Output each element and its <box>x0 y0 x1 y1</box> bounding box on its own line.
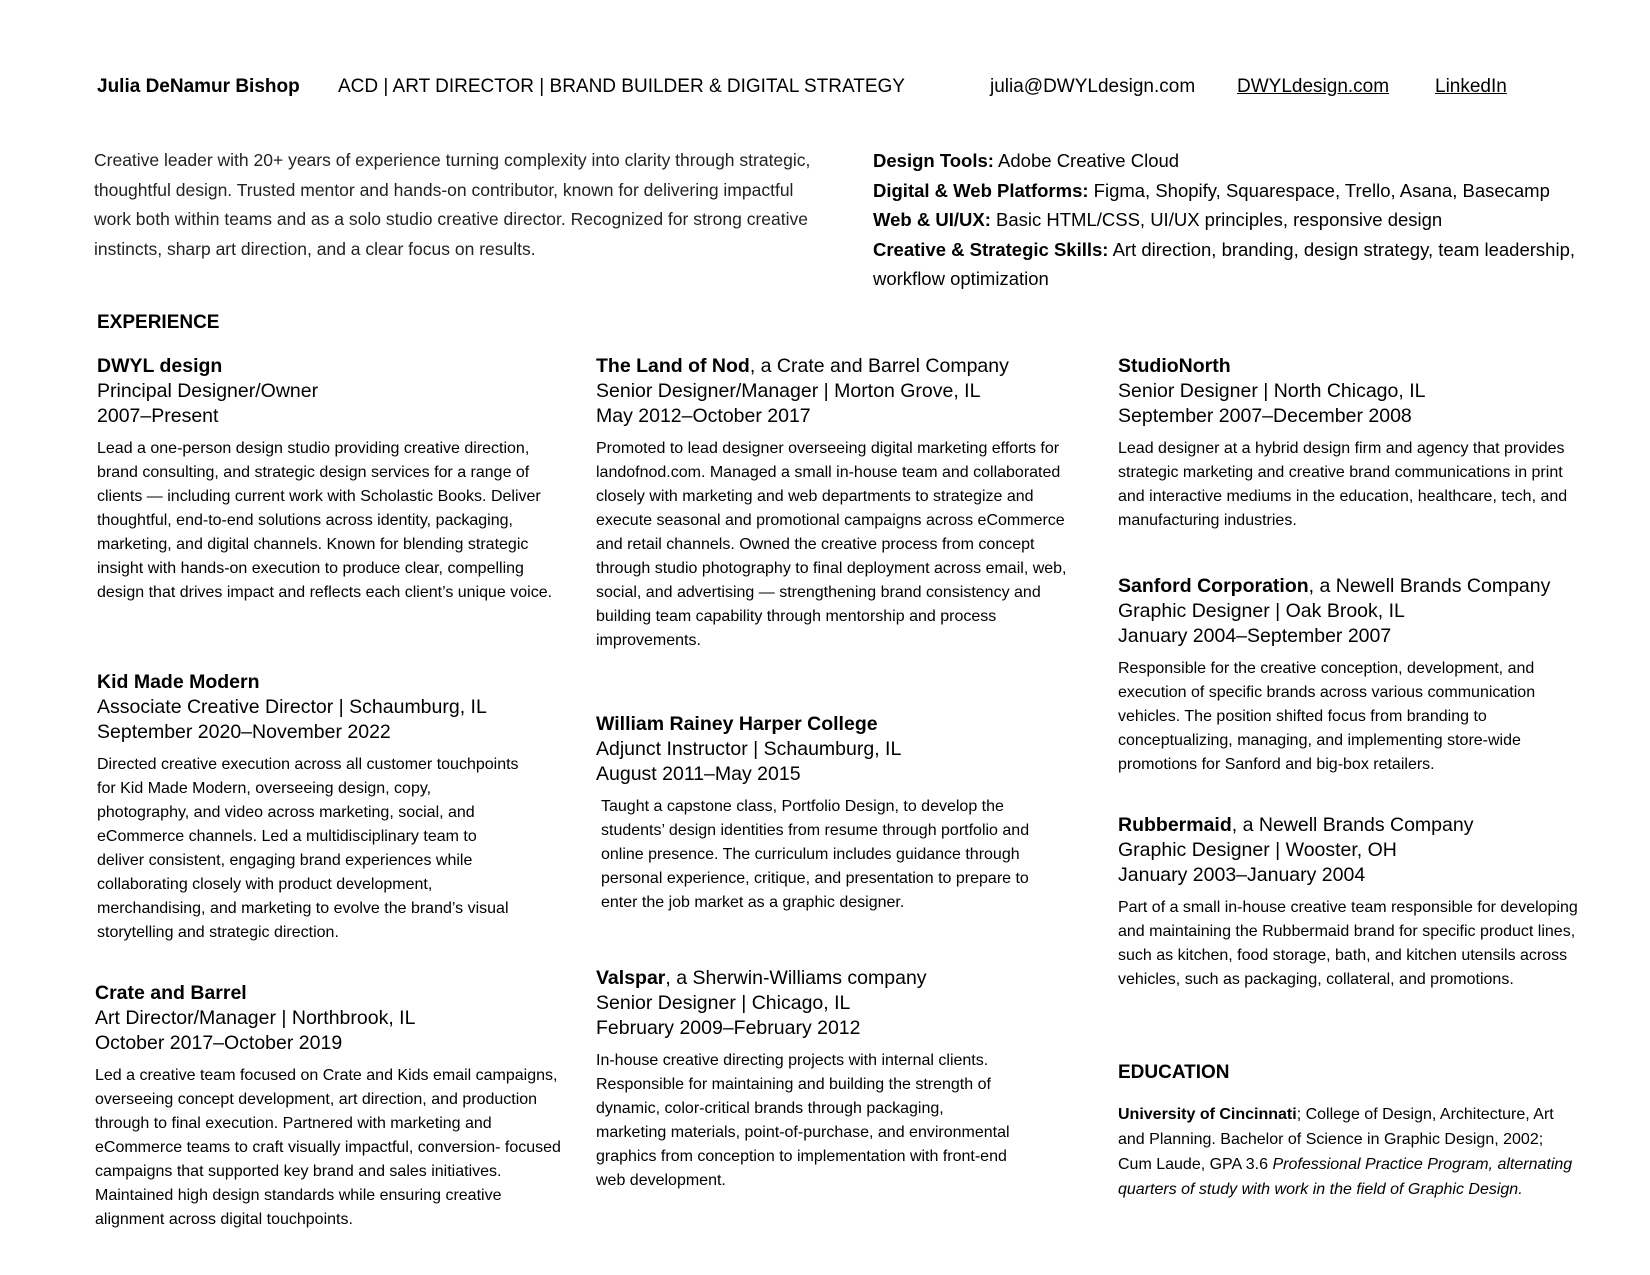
job-role: Adjunct Instructor | Schaumburg, IL <box>596 738 902 760</box>
summary: Creative leader with 20+ years of experience turning complexity into clarity through strategic, thoughtful design. Trusted mentor and hands-on contributor, known for delivering impactful work both within teams and as a solo studio creative director. Recognized for strong creative instincts, sharp art direction, and a clear focus on results. <box>94 150 811 259</box>
job-role: Senior Designer/Manager | Morton Grove, IL <box>596 380 981 402</box>
job-description: Lead designer at a hybrid design firm and agency that provides strategic marketing and creative brand communications in print and interactive mediums in the education, healthcare, tech, and manufacturing industries. <box>1118 440 1568 529</box>
job-dates: September 2007–December 2008 <box>1118 405 1412 427</box>
education-note: Professional Practice Program, alternating quarters of study with work in the field of Graphic Design. <box>1118 1156 1573 1198</box>
job-dates: February 2009–February 2012 <box>596 1017 861 1039</box>
headline: ACD | ART DIRECTOR | BRAND BUILDER & DIGITAL STRATEGY <box>338 76 905 97</box>
job-company: Rubbermaid <box>1118 814 1232 836</box>
job-description: Part of a small in-house creative team responsible for developing and maintaining the Rubbermaid brand for specific product lines, such as kitchen, food storage, bath, and kitchen utensils across vehicles, such as packaging, collateral, and promotions. <box>1118 899 1578 988</box>
job-company-line <box>596 712 1056 737</box>
job-dates: January 2004–September 2007 <box>1118 625 1392 647</box>
job-company: William Rainey Harper College <box>596 713 878 735</box>
skill-label: Creative & Strategic Skills: <box>873 238 1109 260</box>
job-entry <box>97 670 527 945</box>
job-dates: September 2020–November 2022 <box>97 721 391 743</box>
job-entry <box>596 966 1016 1193</box>
job-dates: October 2017–October 2019 <box>95 1032 343 1054</box>
job-role: Associate Creative Director | Schaumburg, IL <box>97 696 487 718</box>
job-dates: January 2003–January 2004 <box>1118 864 1366 886</box>
skill-label: Web & UI/UX: <box>873 209 991 230</box>
job-dates: May 2012–October 2017 <box>596 405 811 427</box>
job-company: StudioNorth <box>1118 355 1231 377</box>
job-description: Responsible for the creative conception, development, and execution of specific brands across various communication vehicles. The position shifted focus from branding to conceptualizing, managing, and implementing store-wide promotions for Sanford and big-box retailers. <box>1118 660 1536 773</box>
job-role: Principal Designer/Owner <box>97 380 319 402</box>
job-role: Graphic Designer | Wooster, OH <box>1118 839 1397 861</box>
job-entry <box>596 712 1056 915</box>
job-company-suffix: , a Crate and Barrel Company <box>749 355 1009 377</box>
job-company: The Land of Nod <box>596 355 750 377</box>
education-heading: EDUCATION <box>1118 1062 1230 1083</box>
skills-list <box>873 146 1613 294</box>
skill-label: Digital & Web Platforms: <box>873 179 1089 201</box>
job-entry <box>1118 813 1578 992</box>
job-dates: August 2011–May 2015 <box>596 763 801 785</box>
education-entry <box>1118 1102 1578 1202</box>
skill-item <box>873 235 1613 294</box>
job-company-line <box>596 354 1076 379</box>
job-entry <box>1118 354 1588 533</box>
job-description: In-house creative directing projects with internal clients. Responsible for maintaining and building the strength of dynamic, color-critical brands through packaging, marketing materials, point-of-purchase, and environmental graphics from conception to implementation with front-end web development. <box>596 1052 1010 1189</box>
skill-value: Art direction, branding, design strategy, team leadership, workflow optimization <box>873 238 1575 289</box>
job-role: Senior Designer | North Chicago, IL <box>1118 380 1426 402</box>
job-company: Crate and Barrel <box>95 982 247 1004</box>
job-company-line <box>596 966 1016 991</box>
linkedin-link[interactable]: LinkedIn <box>1435 76 1507 97</box>
job-description: Led a creative team focused on Crate and Kids email campaigns, overseeing concept development, art direction, and production through to final execution. Partnered with marketing and eCommerce teams to craft visually impactful, conversion- focused campaigns that supported key brand and sales initiatives. Maintained high design standards while ensuring creative alignment across digital touchpoints. <box>95 1067 561 1228</box>
job-company-line <box>1118 574 1588 599</box>
skill-item <box>873 146 1613 176</box>
job-company: Sanford Corporation <box>1118 575 1309 597</box>
job-entry <box>97 354 567 605</box>
job-company-suffix: , a Newell Brands Company <box>1231 814 1474 836</box>
experience-heading: EXPERIENCE <box>97 312 220 333</box>
job-company-line <box>1118 354 1588 379</box>
job-company: DWYL design <box>97 355 223 377</box>
job-company-suffix: , a Sherwin-Williams company <box>665 967 927 989</box>
job-entry <box>95 981 575 1232</box>
skill-label: Design Tools: <box>873 150 994 171</box>
skill-item <box>873 176 1613 206</box>
job-description: Taught a capstone class, Portfolio Design, to develop the students’ design identities from resume through portfolio and online presence. The curriculum includes guidance through personal experience, critique, and presentation to prepare to enter the job market as a graphic designer. <box>601 798 1030 911</box>
education-school: University of Cincinnati <box>1118 1106 1297 1123</box>
job-company: Valspar <box>596 967 666 989</box>
job-company-line <box>95 981 575 1006</box>
email-link[interactable]: julia@DWYLdesign.com <box>990 76 1196 97</box>
job-role: Graphic Designer | Oak Brook, IL <box>1118 600 1405 622</box>
job-entry <box>1118 574 1588 777</box>
job-role: Senior Designer | Chicago, IL <box>596 992 851 1014</box>
job-company-line <box>97 354 567 379</box>
job-company-line <box>1118 813 1578 838</box>
job-entry <box>596 354 1076 653</box>
job-company-suffix: , a Newell Brands Company <box>1308 575 1551 597</box>
job-company-line <box>97 670 527 695</box>
job-description: Directed creative execution across all customer touchpoints for Kid Made Modern, overseeing design, copy, photography, and video across marketing, social, and eCommerce channels. Led a multidisciplinary team to deliver consistent, engaging brand experiences while collaborating closely with product development, merchandising, and marketing to evolve the brand’s visual storytelling and strategic direction. <box>97 756 519 941</box>
skill-item <box>873 205 1613 235</box>
job-description: Promoted to lead designer overseeing digital marketing efforts for landofnod.com. Managed a small in-house team and collaborated closely with marketing and web departments to strategize and execute seasonal and promotional campaigns across eCommerce and retail channels. Owned the creative process from concept through studio photography to final deployment across email, web, social, and advertising — strengthening brand consistency and building team capability through mentorship and process improvements. <box>596 440 1067 649</box>
website-link[interactable]: DWYLdesign.com <box>1237 76 1390 97</box>
job-description: Lead a one-person design studio providing creative direction, brand consulting, and strategic design services for a range of clients — including current work with Scholastic Books. Deliver thoughtful, end-to-end solutions across identity, packaging, marketing, and digital channels. Known for blending strategic insight with hands-on execution to produce clear, compelling design that drives impact and reflects each client’s unique voice. <box>97 440 553 601</box>
skill-value: Figma, Shopify, Squarespace, Trello, Asana, Basecamp <box>1088 179 1550 201</box>
skill-value: Adobe Creative Cloud <box>993 150 1180 171</box>
job-company: Kid Made Modern <box>97 671 260 693</box>
job-role: Art Director/Manager | Northbrook, IL <box>95 1007 416 1029</box>
education-details: ; College of Design, Architecture, Art and Planning. Bachelor of Science in Graphic Design, 2002; Cum Laude, GPA 3.6 <box>1118 1106 1554 1173</box>
candidate-name: Julia DeNamur Bishop <box>97 76 300 97</box>
job-dates: 2007–Present <box>97 405 219 427</box>
skill-value: Basic HTML/CSS, UI/UX principles, responsive design <box>990 209 1443 230</box>
